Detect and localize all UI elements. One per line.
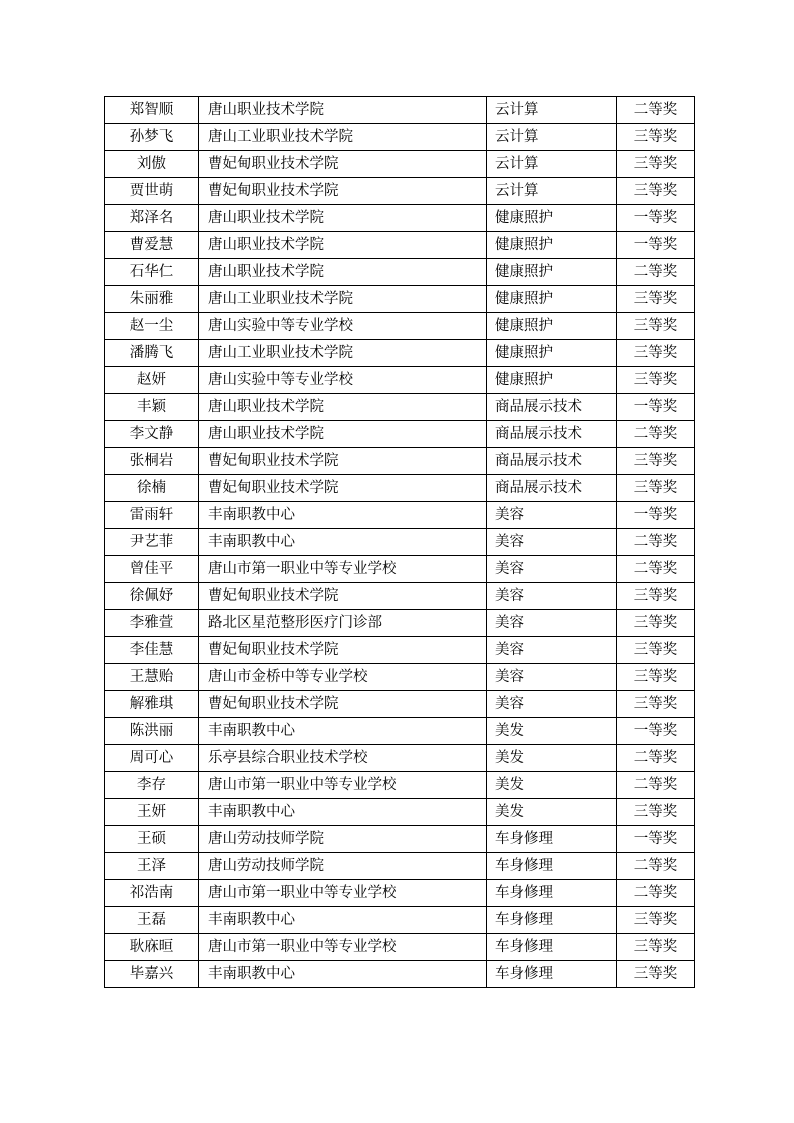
winner-name-cell: 赵一尘 xyxy=(105,313,199,340)
award-cell: 一等奖 xyxy=(617,826,695,853)
table-row xyxy=(105,205,695,232)
winner-name-cell: 贾世萌 xyxy=(105,178,199,205)
table-row xyxy=(105,799,695,826)
table-row xyxy=(105,286,695,313)
award-cell: 三等奖 xyxy=(617,151,695,178)
award-cell: 二等奖 xyxy=(617,97,695,124)
award-cell: 一等奖 xyxy=(617,232,695,259)
winner-name-cell: 曾佳平 xyxy=(105,556,199,583)
award-cell: 三等奖 xyxy=(617,610,695,637)
unit-cell: 唐山工业职业技术学院 xyxy=(199,286,487,313)
award-cell: 三等奖 xyxy=(617,907,695,934)
event-cell: 车身修理 xyxy=(487,907,617,934)
event-cell: 美容 xyxy=(487,583,617,610)
award-cell: 三等奖 xyxy=(617,178,695,205)
unit-cell: 曹妃甸职业技术学院 xyxy=(199,448,487,475)
unit-cell: 丰南职教中心 xyxy=(199,961,487,988)
table-row xyxy=(105,313,695,340)
table-row xyxy=(105,367,695,394)
award-table xyxy=(104,96,695,988)
winner-name-cell: 耿庥晅 xyxy=(105,934,199,961)
event-cell: 健康照护 xyxy=(487,313,617,340)
award-cell: 三等奖 xyxy=(617,475,695,502)
unit-cell: 唐山实验中等专业学校 xyxy=(199,313,487,340)
table-row xyxy=(105,475,695,502)
event-cell: 车身修理 xyxy=(487,934,617,961)
table-row xyxy=(105,124,695,151)
table-row xyxy=(105,151,695,178)
award-table-body xyxy=(105,97,695,988)
unit-cell: 丰南职教中心 xyxy=(199,502,487,529)
winner-name-cell: 张桐岩 xyxy=(105,448,199,475)
unit-cell: 唐山职业技术学院 xyxy=(199,394,487,421)
table-row xyxy=(105,853,695,880)
unit-cell: 唐山职业技术学院 xyxy=(199,205,487,232)
award-cell: 二等奖 xyxy=(617,529,695,556)
award-cell: 三等奖 xyxy=(617,340,695,367)
event-cell: 美发 xyxy=(487,718,617,745)
table-row xyxy=(105,718,695,745)
event-cell: 美容 xyxy=(487,610,617,637)
award-cell: 三等奖 xyxy=(617,637,695,664)
winner-name-cell: 孙梦飞 xyxy=(105,124,199,151)
table-row xyxy=(105,502,695,529)
winner-name-cell: 徐楠 xyxy=(105,475,199,502)
unit-cell: 唐山工业职业技术学院 xyxy=(199,340,487,367)
event-cell: 云计算 xyxy=(487,97,617,124)
table-row xyxy=(105,394,695,421)
table-row xyxy=(105,637,695,664)
table-row xyxy=(105,529,695,556)
winner-name-cell: 王磊 xyxy=(105,907,199,934)
event-cell: 健康照护 xyxy=(487,367,617,394)
event-cell: 健康照护 xyxy=(487,340,617,367)
event-cell: 云计算 xyxy=(487,151,617,178)
winner-name-cell: 郑智顺 xyxy=(105,97,199,124)
award-cell: 三等奖 xyxy=(617,934,695,961)
event-cell: 商品展示技术 xyxy=(487,475,617,502)
table-row xyxy=(105,907,695,934)
event-cell: 美容 xyxy=(487,556,617,583)
unit-cell: 曹妃甸职业技术学院 xyxy=(199,637,487,664)
unit-cell: 唐山职业技术学院 xyxy=(199,97,487,124)
winner-name-cell: 祁浩南 xyxy=(105,880,199,907)
table-row xyxy=(105,691,695,718)
event-cell: 健康照护 xyxy=(487,286,617,313)
event-cell: 健康照护 xyxy=(487,232,617,259)
award-cell: 三等奖 xyxy=(617,286,695,313)
winner-name-cell: 丰颖 xyxy=(105,394,199,421)
winner-name-cell: 毕嘉兴 xyxy=(105,961,199,988)
table-row xyxy=(105,232,695,259)
unit-cell: 唐山市第一职业中等专业学校 xyxy=(199,772,487,799)
table-row xyxy=(105,178,695,205)
event-cell: 商品展示技术 xyxy=(487,448,617,475)
winner-name-cell: 李存 xyxy=(105,772,199,799)
table-row xyxy=(105,556,695,583)
event-cell: 云计算 xyxy=(487,178,617,205)
winner-name-cell: 刘傲 xyxy=(105,151,199,178)
table-row xyxy=(105,448,695,475)
unit-cell: 丰南职教中心 xyxy=(199,529,487,556)
winner-name-cell: 王妍 xyxy=(105,799,199,826)
event-cell: 美容 xyxy=(487,529,617,556)
event-cell: 美发 xyxy=(487,799,617,826)
event-cell: 云计算 xyxy=(487,124,617,151)
winner-name-cell: 徐佩妤 xyxy=(105,583,199,610)
event-cell: 车身修理 xyxy=(487,826,617,853)
event-cell: 车身修理 xyxy=(487,880,617,907)
event-cell: 美容 xyxy=(487,637,617,664)
unit-cell: 曹妃甸职业技术学院 xyxy=(199,178,487,205)
award-cell: 三等奖 xyxy=(617,961,695,988)
table-row xyxy=(105,583,695,610)
winner-name-cell: 王慧贻 xyxy=(105,664,199,691)
table-row xyxy=(105,259,695,286)
winner-name-cell: 赵妍 xyxy=(105,367,199,394)
unit-cell: 曹妃甸职业技术学院 xyxy=(199,583,487,610)
table-row xyxy=(105,961,695,988)
unit-cell: 唐山市第一职业中等专业学校 xyxy=(199,556,487,583)
winner-name-cell: 石华仁 xyxy=(105,259,199,286)
award-cell: 三等奖 xyxy=(617,583,695,610)
award-cell: 三等奖 xyxy=(617,664,695,691)
winner-name-cell: 潘腾飞 xyxy=(105,340,199,367)
table-row xyxy=(105,610,695,637)
winner-name-cell: 王泽 xyxy=(105,853,199,880)
table-row xyxy=(105,340,695,367)
event-cell: 车身修理 xyxy=(487,853,617,880)
unit-cell: 曹妃甸职业技术学院 xyxy=(199,475,487,502)
winner-name-cell: 王硕 xyxy=(105,826,199,853)
unit-cell: 丰南职教中心 xyxy=(199,799,487,826)
award-cell: 三等奖 xyxy=(617,799,695,826)
winner-name-cell: 李雅萱 xyxy=(105,610,199,637)
winner-name-cell: 解雅琪 xyxy=(105,691,199,718)
award-cell: 二等奖 xyxy=(617,556,695,583)
award-cell: 二等奖 xyxy=(617,745,695,772)
award-cell: 三等奖 xyxy=(617,367,695,394)
table-row xyxy=(105,421,695,448)
winner-name-cell: 尹艺菲 xyxy=(105,529,199,556)
event-cell: 美容 xyxy=(487,691,617,718)
unit-cell: 唐山市第一职业中等专业学校 xyxy=(199,934,487,961)
unit-cell: 唐山工业职业技术学院 xyxy=(199,124,487,151)
table-row xyxy=(105,826,695,853)
event-cell: 商品展示技术 xyxy=(487,421,617,448)
award-cell: 三等奖 xyxy=(617,124,695,151)
table-row xyxy=(105,664,695,691)
unit-cell: 唐山劳动技师学院 xyxy=(199,826,487,853)
winner-name-cell: 曹爱慧 xyxy=(105,232,199,259)
table-row xyxy=(105,934,695,961)
award-cell: 一等奖 xyxy=(617,205,695,232)
unit-cell: 唐山职业技术学院 xyxy=(199,259,487,286)
award-cell: 二等奖 xyxy=(617,259,695,286)
award-cell: 二等奖 xyxy=(617,421,695,448)
event-cell: 商品展示技术 xyxy=(487,394,617,421)
winner-name-cell: 陈洪丽 xyxy=(105,718,199,745)
event-cell: 美容 xyxy=(487,502,617,529)
award-cell: 三等奖 xyxy=(617,313,695,340)
award-cell: 一等奖 xyxy=(617,718,695,745)
winner-name-cell: 郑泽名 xyxy=(105,205,199,232)
award-cell: 三等奖 xyxy=(617,448,695,475)
unit-cell: 唐山市金桥中等专业学校 xyxy=(199,664,487,691)
unit-cell: 丰南职教中心 xyxy=(199,907,487,934)
unit-cell: 曹妃甸职业技术学院 xyxy=(199,151,487,178)
winner-name-cell: 李佳慧 xyxy=(105,637,199,664)
unit-cell: 路北区星范整形医疗门诊部 xyxy=(199,610,487,637)
table-row xyxy=(105,97,695,124)
unit-cell: 唐山实验中等专业学校 xyxy=(199,367,487,394)
unit-cell: 曹妃甸职业技术学院 xyxy=(199,691,487,718)
winner-name-cell: 雷雨轩 xyxy=(105,502,199,529)
unit-cell: 丰南职教中心 xyxy=(199,718,487,745)
award-cell: 一等奖 xyxy=(617,502,695,529)
winner-name-cell: 朱丽雅 xyxy=(105,286,199,313)
event-cell: 美容 xyxy=(487,664,617,691)
unit-cell: 乐亭县综合职业技术学校 xyxy=(199,745,487,772)
unit-cell: 唐山市第一职业中等专业学校 xyxy=(199,880,487,907)
award-cell: 二等奖 xyxy=(617,853,695,880)
table-row xyxy=(105,880,695,907)
table-row xyxy=(105,772,695,799)
award-cell: 二等奖 xyxy=(617,880,695,907)
event-cell: 美发 xyxy=(487,772,617,799)
table-row xyxy=(105,745,695,772)
unit-cell: 唐山劳动技师学院 xyxy=(199,853,487,880)
unit-cell: 唐山职业技术学院 xyxy=(199,421,487,448)
award-cell: 三等奖 xyxy=(617,691,695,718)
award-cell: 二等奖 xyxy=(617,772,695,799)
event-cell: 美发 xyxy=(487,745,617,772)
unit-cell: 唐山职业技术学院 xyxy=(199,232,487,259)
event-cell: 车身修理 xyxy=(487,961,617,988)
award-cell: 一等奖 xyxy=(617,394,695,421)
winner-name-cell: 李文静 xyxy=(105,421,199,448)
winner-name-cell: 周可心 xyxy=(105,745,199,772)
event-cell: 健康照护 xyxy=(487,259,617,286)
event-cell: 健康照护 xyxy=(487,205,617,232)
